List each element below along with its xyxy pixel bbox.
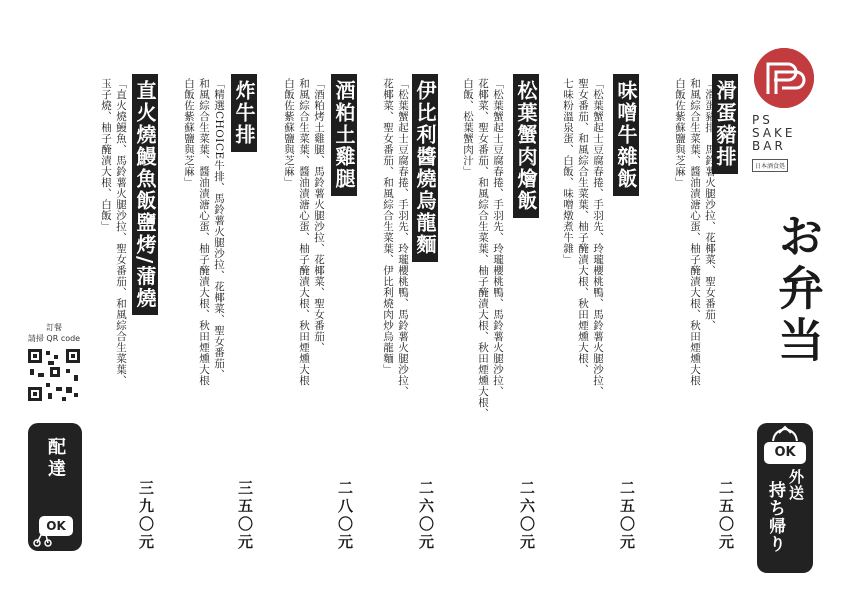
menu-item-description: 「直火燒鰻魚、馬鈴薯火腿沙拉、聖女番茄、和風綜合生菜葉、 玉子燒、柚子醃漬大根、白飯」 — [100, 78, 127, 386]
brand-line2: SAKE — [752, 126, 796, 140]
delivery-text: 配達 — [45, 437, 66, 481]
menu-item-description: 「酒粕烤土雞腿、馬鈴薯火腿沙拉、花椰菜、聖女番茄、 和風綜合生菜葉、醬油漬溏心蛋、柚子醃漬大根、秋田煙燻大根 白飯佐紫蘇鹽與芝麻」 — [283, 78, 325, 386]
brand-subtitle: 日本酒食処 — [752, 159, 788, 172]
logo-emblem-icon — [754, 48, 814, 108]
menu-item-price: 二八〇元 — [336, 480, 354, 552]
menu-item-title: 直火燒鰻魚飯鹽烤/蒲燒 — [132, 74, 158, 315]
takeout-ok-label: OK — [763, 441, 807, 465]
menu-item-title: 酒粕土雞腿 — [331, 74, 357, 196]
menu-item-price: 二六〇元 — [417, 480, 435, 552]
menu-item-description: 「松葉蟹起士豆腐春捲、手羽先、玲瓏櫻桃鴨、馬鈴薯火腿沙拉、 聖女番茄、和風綜合生菜葉、柚子醃漬大根、秋田煙燻大根、 七味粉溫泉蛋、白飯、味噌燉煮牛雜」 — [562, 78, 604, 397]
brand-name — [752, 114, 816, 153]
menu-item-price: 二五〇元 — [717, 480, 735, 552]
menu-item-price: 二五〇元 — [618, 480, 636, 552]
takeout-text-1: 外送 — [787, 469, 805, 501]
menu-item-title: 松葉蟹肉燴飯 — [513, 74, 539, 218]
qr-code-icon[interactable] — [26, 347, 82, 403]
menu-item-title: 炸牛排 — [231, 74, 257, 152]
logo-mark-icon — [754, 48, 814, 108]
menu-item-title: 滑蛋豬排 — [712, 74, 738, 174]
qr-block — [22, 322, 86, 410]
brand-logo — [752, 48, 816, 172]
scooter-icon — [32, 531, 52, 547]
menu-item-description: 「精選CHOICE牛排、馬鈴薯火腿沙拉、花椰菜、聖女番茄、 和風綜合生菜葉、醬油漬溏心蛋、柚子醃漬大根、秋田煙燻大根 白飯佐紫蘇鹽與芝麻」 — [183, 78, 225, 386]
takeout-badge — [757, 423, 813, 573]
qr-label-1: 訂餐 — [46, 323, 62, 332]
qr-label-2: 請掃 QR code — [27, 334, 81, 343]
page-title: お弁当 — [771, 212, 825, 368]
brand-line1: PS — [752, 113, 773, 127]
delivery-ok-label: OK — [38, 515, 74, 537]
menu-item-price: 三五〇元 — [236, 480, 254, 552]
menu-item-title: 伊比利醬燒烏龍麵 — [412, 74, 438, 262]
menu-item-description: 「松葉蟹起士豆腐春捲、手羽先、玲瓏櫻桃鴨、馬鈴薯火腿沙拉、 花椰菜、聖女番茄、和風綜合生菜葉、伊比利燒肉炒烏龍麵」 — [382, 78, 409, 397]
takeout-text-2: 持ち帰り — [765, 481, 785, 553]
menu-item-price: 三九〇元 — [137, 480, 155, 552]
menu-item-price: 二六〇元 — [518, 480, 536, 552]
menu-item-description: 「松葉蟹起士豆腐春捲、手羽先、玲瓏櫻桃鴨、馬鈴薯火腿沙拉、 花椰菜、聖女番茄、和風綜合生菜葉、柚子醃漬大根、秋田煙燻大根、 白飯、松葉蟹肉汁」 — [462, 78, 504, 419]
delivery-badge — [28, 423, 82, 551]
menu-item-description: 「滑蛋豬排、馬鈴薯火腿沙拉、花椰菜、聖女番茄、 和風綜合生菜葉、醬油漬溏心蛋、柚子醃漬大根、秋田煙燻大根 白飯佐紫蘇鹽與芝麻」 — [674, 78, 716, 386]
menu-item-title: 味噌牛雜飯 — [613, 74, 639, 196]
brand-line3: BAR — [752, 139, 786, 153]
